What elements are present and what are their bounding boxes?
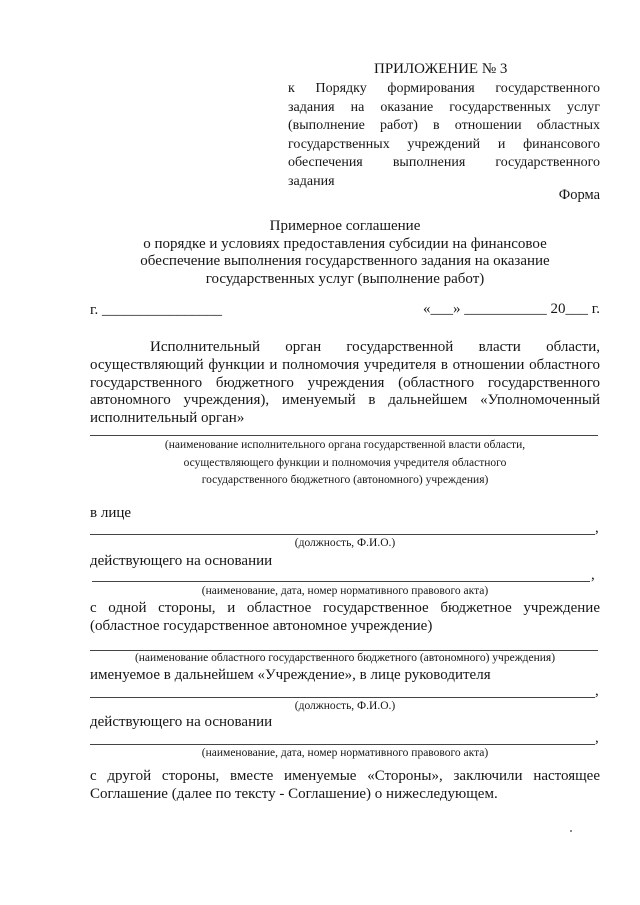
comma: , <box>595 730 599 746</box>
city-field: г. ________________ <box>90 302 222 318</box>
form-label: Форма <box>558 187 600 203</box>
title-line: государственных услуг (выполнение работ) <box>205 270 485 287</box>
caption-line: осуществляющего функции и полномочия учредителя областного <box>183 456 507 469</box>
position-caption-2: (должность, Ф.И.О.) <box>294 700 396 712</box>
appendix-reference <box>288 80 600 191</box>
title-line: о порядке и условиях предоставления субсидии на финансовое <box>143 235 547 252</box>
appendix-line: государственных учреждений и финансового <box>288 136 600 152</box>
institution-named-text: именуемое в дальнейшем «Учреждение», в лице руководителя <box>90 667 491 683</box>
legal-act-caption: (наименование, дата, номер нормативного правового акта) <box>201 585 489 597</box>
in-person-label: в лице <box>90 505 132 521</box>
appendix-line: к Порядку формирования государственного <box>288 81 600 96</box>
comma: , <box>595 683 599 699</box>
executive-organ-caption <box>90 437 600 490</box>
agreement-title <box>90 218 600 288</box>
title-line: обеспечение выполнения государственного задания на оказание <box>140 253 550 269</box>
institution-caption: (наименование областного государственного бюджетного (автономного) учреждения) <box>134 652 556 664</box>
comma: , <box>595 520 599 536</box>
comma: , <box>591 567 595 583</box>
position-caption: (должность, Ф.И.О.) <box>294 537 396 549</box>
appendix-line: (выполнение работ) в отношении областных <box>288 118 600 133</box>
acting-basis-label-2: действующего на основании <box>90 714 273 730</box>
caption-line: государственного бюджетного (автономного) учреждения) <box>201 474 489 486</box>
legal-act-line <box>92 581 590 582</box>
intro-paragraph: Исполнительный орган государственной власти области, осуществляющий функции и полномочия учредителя в отношении областного государственного бюджетного учреждения (областного государственного автономного учреждения), именуемый в дальнейшем «Уполномоченный исполнительный орган» <box>90 339 600 427</box>
appendix-line: обеспечения выполнения государственного <box>288 155 600 170</box>
date-field: «___» ___________ 20___ г. <box>423 301 600 317</box>
acting-basis-label: действующего на основании <box>90 553 273 569</box>
appendix-line: задания на оказание государственных услуг <box>288 99 600 115</box>
appendix-title: ПРИЛОЖЕНИЕ № 3 <box>374 61 508 77</box>
legal-act-caption-2: (наименование, дата, номер нормативного правового акта) <box>201 747 489 759</box>
one-side-paragraph: с одной стороны, и областное государственное бюджетное учреждение (областное государственное автономное учреждение) <box>90 600 600 634</box>
caption-line: (наименование исполнительного органа государственной власти области, <box>164 439 526 451</box>
scan-speck <box>570 830 572 832</box>
title-line: Примерное соглашение <box>269 218 421 234</box>
appendix-line: задания <box>288 173 335 189</box>
other-side-paragraph: с другой стороны, вместе именуемые «Стороны», заключили настоящее Соглашение (далее по тексту - Соглашение) о нижеследующем. <box>90 768 600 802</box>
executive-organ-line <box>90 435 598 436</box>
